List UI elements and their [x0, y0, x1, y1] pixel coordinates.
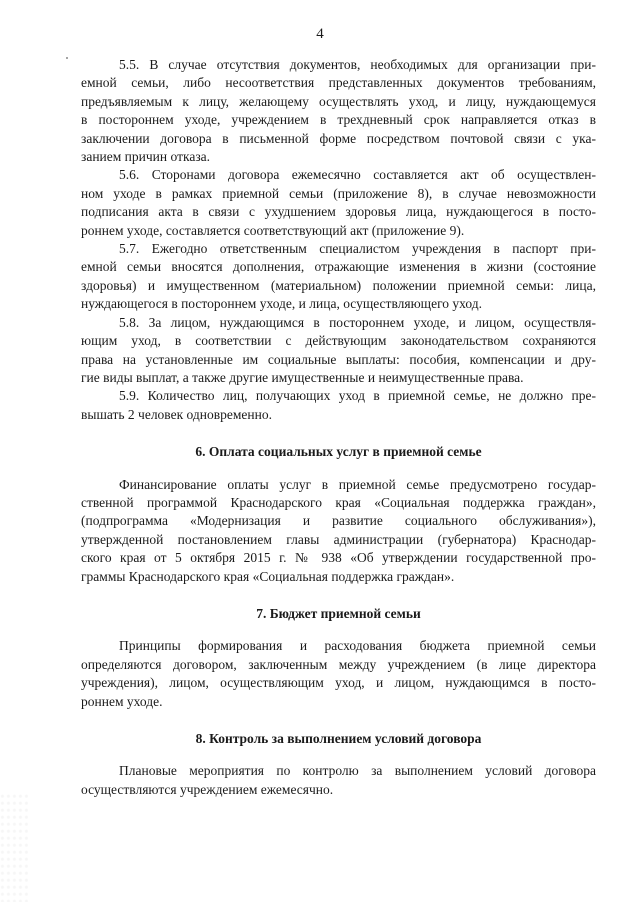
text-line: ющим уход, в соответствии с действующим законодательством сохраняются: [81, 333, 596, 349]
text-line: заключении договора в письменной форме посредством почтовой связи с ука-: [81, 130, 596, 146]
text-line: 5.6. Сторонами договора ежемесячно составляется акт об осуществлен-: [119, 167, 596, 183]
text-line: здоровья) и имущественном (материальном) положении приемной семьи: лица,: [81, 277, 596, 293]
text-line: ном уходе в рамках приемной семьи (приложение 8), в случае невозможности: [81, 185, 596, 201]
paragraph-5-7: [81, 240, 596, 314]
text-line: занием причин отказа.: [81, 149, 211, 165]
text-line: Принципы формирования и расходования бюджета приемной семьи: [119, 638, 596, 654]
section-heading-8: 8. Контроль за выполнением условий договора: [195, 731, 482, 746]
document-body: [81, 56, 596, 799]
text-line: учреждения), лицом, осуществляющим уход, и лицом, нуждающимся в посто-: [81, 675, 596, 691]
section-7-text: [81, 637, 596, 711]
text-line: вышать 2 человек одновременно.: [81, 406, 272, 422]
text-line: гие виды выплат, а также другие имущественные и неимущественные права.: [81, 369, 524, 385]
section-6-text: [81, 476, 596, 586]
text-line: емной семьи вносятся дополнения, отражающие изменения в жизни (состояние: [81, 259, 596, 275]
section-8-text: [81, 762, 596, 799]
text-line: роннем уходе.: [81, 693, 163, 709]
text-line: 5.5. В случае отсутствия документов, необходимых для организации при-: [119, 57, 596, 72]
text-line: 5.9. Количество лиц, получающих уход в приемной семье, не должно пре-: [119, 388, 596, 404]
text-line: (подпрограмма «Модернизация и развитие социального обслуживания»),: [81, 513, 596, 529]
text-line: ственной программой Краснодарского края «Социальная поддержка граждан»,: [81, 494, 596, 510]
text-line: роннем уходе, составляется соответствующий акт (приложение 9).: [81, 222, 465, 238]
paragraph-5-9: [81, 387, 596, 424]
text-line: в постороннем уходе, учреждением в трехдневный срок направляется отказ в: [81, 112, 596, 128]
text-line: права на установленные им социальные выплаты: пособия, компенсации и дру-: [81, 351, 596, 367]
text-line: 5.7. Ежегодно ответственным специалистом учреждения в паспорт при-: [119, 241, 596, 257]
text-line: подписания акта в связи с ухудшением здоровья лица, нуждающегося в посто-: [81, 204, 596, 220]
section-heading-7: 7. Бюджет приемной семьи: [256, 605, 421, 621]
text-line: утвержденной постановлением главы администрации (губернатора) Краснодар-: [81, 531, 596, 547]
text-line: предъявляемым к лицу, желающему осуществлять уход, и лицу, нуждающемуся: [81, 93, 596, 109]
text-line: ского края от 5 октября 2015 г. № 938 «Об утверждении государственной про-: [81, 550, 596, 566]
paragraph-5-8: [81, 314, 596, 388]
scan-speck: [66, 57, 68, 59]
text-line: емной семьи, либо несоответствия представленных документов требованиям,: [81, 75, 596, 91]
paragraph-5-6: [81, 166, 596, 240]
scan-noise: [0, 792, 28, 902]
text-line: граммы Краснодарского края «Социальная поддержка граждан».: [81, 568, 455, 584]
section-heading-6: 6. Оплата социальных услуг в приемной семье: [195, 444, 482, 460]
paragraph-5-5: [81, 56, 596, 166]
text-line: 5.8. За лицом, нуждающимся в постороннем уходе, и лицом, осуществля-: [119, 314, 596, 330]
page-number: 4: [316, 26, 324, 42]
text-line: Плановые мероприятия по контролю за выполнением условий договора: [119, 763, 596, 779]
text-line: осуществляются учреждением ежемесячно.: [81, 781, 334, 797]
text-line: определяются договором, заключенным между учреждением (в лице директора: [81, 656, 596, 672]
text-line: Финансирование оплаты услуг в приемной семье предусмотрено государ-: [119, 476, 596, 492]
text-line: нуждающегося в постороннем уходе, и лица, осуществляющего уход.: [81, 296, 482, 312]
